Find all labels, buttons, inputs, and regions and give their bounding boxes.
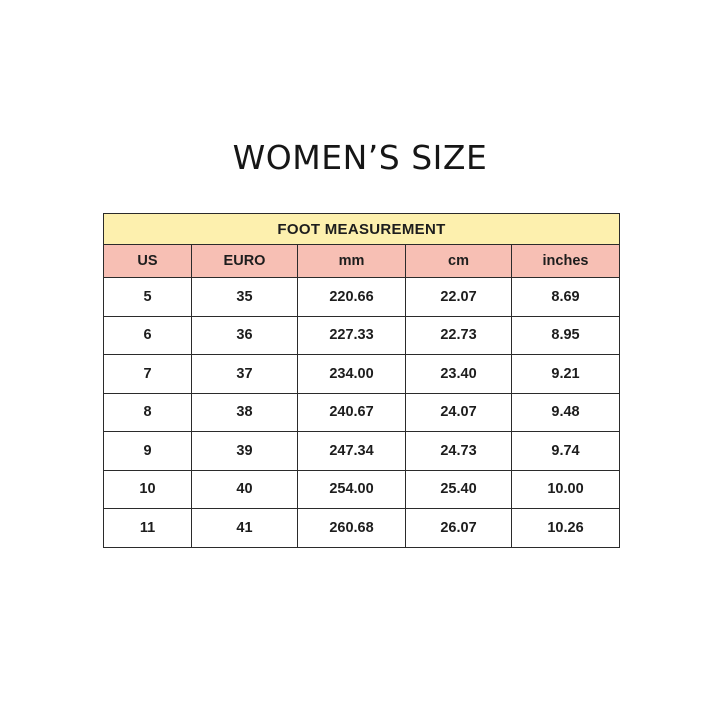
table-row xyxy=(104,470,620,509)
cell-us: 6 xyxy=(104,316,192,355)
cell-mm: 247.34 xyxy=(298,432,406,471)
page-title: WOMEN’S SIZE xyxy=(232,138,488,177)
cell-mm: 220.66 xyxy=(298,278,406,317)
table-header-row xyxy=(104,245,620,278)
cell-us: 5 xyxy=(104,278,192,317)
cell-cm: 25.40 xyxy=(406,470,512,509)
cell-inches: 10.26 xyxy=(512,509,620,548)
table-row xyxy=(104,509,620,548)
cell-cm: 24.73 xyxy=(406,432,512,471)
cell-cm: 24.07 xyxy=(406,393,512,432)
cell-us: 7 xyxy=(104,355,192,394)
cell-euro: 35 xyxy=(192,278,298,317)
cell-euro: 36 xyxy=(192,316,298,355)
size-table xyxy=(103,213,620,548)
cell-inches: 8.69 xyxy=(512,278,620,317)
cell-mm: 254.00 xyxy=(298,470,406,509)
cell-mm: 234.00 xyxy=(298,355,406,394)
table-row xyxy=(104,355,620,394)
table-row xyxy=(104,432,620,471)
column-header-mm: mm xyxy=(298,245,406,278)
cell-inches: 10.00 xyxy=(512,470,620,509)
cell-us: 9 xyxy=(104,432,192,471)
table-banner-label: FOOT MEASUREMENT xyxy=(104,214,620,245)
cell-euro: 37 xyxy=(192,355,298,394)
column-header-cm: cm xyxy=(406,245,512,278)
cell-mm: 240.67 xyxy=(298,393,406,432)
size-table-container xyxy=(103,213,619,548)
table-banner-row xyxy=(104,214,620,245)
column-header-us: US xyxy=(104,245,192,278)
column-header-inches: inches xyxy=(512,245,620,278)
cell-euro: 40 xyxy=(192,470,298,509)
cell-inches: 9.48 xyxy=(512,393,620,432)
cell-mm: 260.68 xyxy=(298,509,406,548)
table-row xyxy=(104,316,620,355)
cell-us: 10 xyxy=(104,470,192,509)
cell-euro: 41 xyxy=(192,509,298,548)
cell-us: 11 xyxy=(104,509,192,548)
cell-mm: 227.33 xyxy=(298,316,406,355)
cell-us: 8 xyxy=(104,393,192,432)
column-header-euro: EURO xyxy=(192,245,298,278)
table-row xyxy=(104,393,620,432)
cell-cm: 23.40 xyxy=(406,355,512,394)
cell-cm: 22.73 xyxy=(406,316,512,355)
table-row xyxy=(104,278,620,317)
cell-inches: 8.95 xyxy=(512,316,620,355)
cell-cm: 22.07 xyxy=(406,278,512,317)
cell-inches: 9.21 xyxy=(512,355,620,394)
cell-cm: 26.07 xyxy=(406,509,512,548)
cell-inches: 9.74 xyxy=(512,432,620,471)
cell-euro: 38 xyxy=(192,393,298,432)
cell-euro: 39 xyxy=(192,432,298,471)
